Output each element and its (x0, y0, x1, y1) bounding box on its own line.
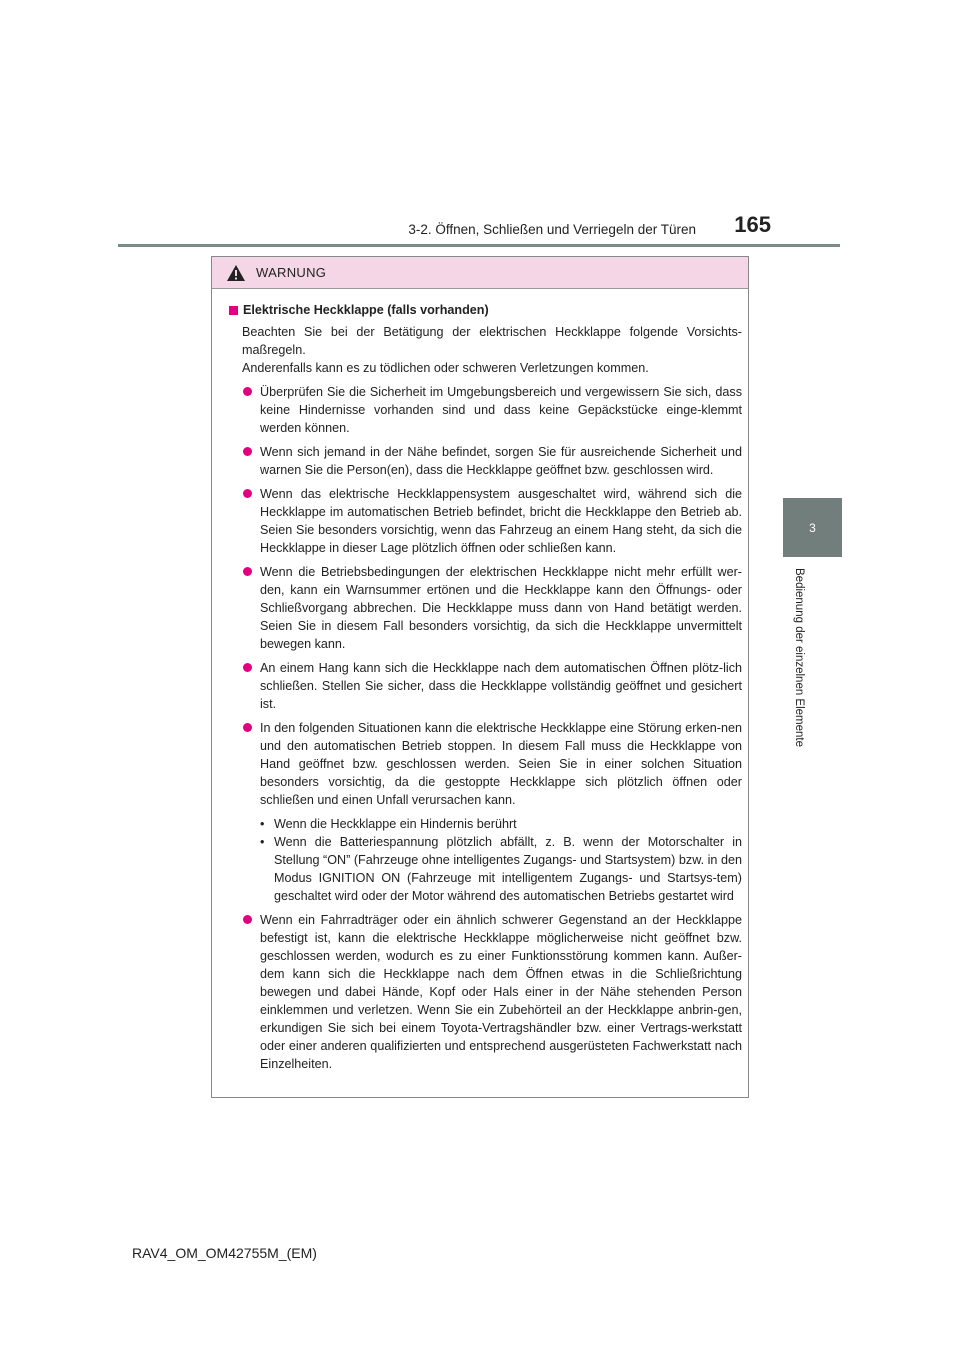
warning-triangle-icon (226, 264, 246, 282)
bullet-text: Überprüfen Sie die Sicherheit im Umgebungsbereich und vergewissern Sie sich, dass keine Hindernisse vorhanden sind und dass keine Gepäckstücke einge-klemmt werden können. (260, 385, 742, 435)
sub-bullet-mark: • (260, 817, 265, 831)
circle-bullet-icon (243, 915, 252, 924)
bullet-text: Wenn ein Fahrradträger oder ein ähnlich schwerer Gegenstand an der Heckklappe befestigt ist, kann die elektrische Heckklappe möglicherweise nicht geöffnet bzw. geschlossen werden, wodurch es zu einer Funktionsstörung kommen kann. Außer-dem kann sich die Heckklappe nach dem Öffnen etwas in die Schließrichtung bewegen und dabei Hände, Kopf oder Hals einer in der Nähe stehenden Person einklemmen und verletzen. Wenn Sie ein Zubehörteil an der Heckklappe anbrin-gen, erkundigen Sie sich bei einem Toyota-Vertragshändler bzw. einer Vertrags-werkstatt oder einer anderen qualifizierten und entsprechend ausgerüsteten Fachwerkstatt nach Einzelheiten. (260, 913, 742, 1071)
warning-title: WARNUNG (256, 265, 327, 280)
sub-item (260, 833, 742, 905)
header-title: 3-2. Öffnen, Schließen und Verriegeln der Türen (408, 222, 696, 237)
sub-bullet-mark: • (260, 835, 265, 849)
bullet-item (229, 911, 742, 1073)
square-icon (229, 306, 238, 315)
circle-bullet-icon (243, 489, 252, 498)
sub-list (229, 815, 742, 905)
bullet-text: In den folgenden Situationen kann die elektrische Heckklappe eine Störung erken-nen und den automatischen Betrieb stoppen. In diesem Fall muss die Heckklappe von Hand geöffnet bzw. geschlossen werden. Seien Sie in einer solchen Situation besonders vorsichtig, da die gestoppte Heckklappe sich plötzlich öffnen oder schließen und einen Unfall verursachen kann. (260, 721, 742, 807)
intro-line: Beachten Sie bei der Betätigung der elektrischen Heckklappe folgende Vorsichts-maßregeln. (242, 325, 742, 357)
bullet-item (229, 485, 742, 557)
chapter-label-text: Bedienung der einzelnen Elemente (793, 568, 805, 748)
header-rule (118, 244, 840, 247)
chapter-label (769, 568, 829, 768)
page-number: 165 (734, 212, 771, 237)
warning-box (211, 256, 749, 1098)
bullet-item (229, 719, 742, 809)
circle-bullet-icon (243, 567, 252, 576)
sub-item-text: Wenn die Heckklappe ein Hindernis berührt (274, 817, 517, 831)
sub-item (260, 815, 742, 833)
bullet-text: An einem Hang kann sich die Heckklappe nach dem automatischen Öffnen plötz-lich schließen. Stellen Sie sicher, dass die Heckklappe vollständig geöffnet und gesichert ist. (260, 661, 742, 711)
circle-bullet-icon (243, 723, 252, 732)
bullet-item (229, 443, 742, 479)
bullet-item (229, 563, 742, 653)
circle-bullet-icon (243, 447, 252, 456)
intro-line: Anderenfalls kann es zu tödlichen oder schweren Verletzungen kommen. (242, 361, 649, 375)
warning-body (212, 289, 748, 1073)
bullet-item (229, 659, 742, 713)
warning-header (212, 257, 748, 289)
sub-item-text: Wenn die Batteriespannung plötzlich abfällt, z. B. wenn der Motorschalter in Stellung “ON” (Fahrzeuge ohne intelligentes Zugangs- und Startsystem) bzw. in den Modus IGNITION ON (Fahrzeuge mit intelligentem Zugangs- und Startsys-tem) geschaltet wird oder der Motor während des automatischen Betriebs gestartet wird (274, 835, 742, 903)
bullet-text: Wenn das elektrische Heckklappensystem ausgeschaltet wird, während sich die Heckklappe im automatischen Betrieb befindet, bricht die Heckklappe den Betrieb ab. Seien Sie besonders vorsichtig, wenn das Fahrzeug an einem Hang steht, da sich die Heckklappe in dieser Lage plötzlich öffnen oder schließen kann. (260, 487, 742, 555)
chapter-number: 3 (809, 520, 816, 535)
circle-bullet-icon (243, 387, 252, 396)
bullet-text: Wenn sich jemand in der Nähe befindet, sorgen Sie für ausreichende Sicherheit und warnen Sie die Person(en), dass die Heckklappe geöffnet bzw. geschlossen wird. (260, 445, 742, 477)
footer-doc-code: RAV4_OM_OM42755M_(EM) (132, 1245, 317, 1261)
bullet-item (229, 383, 742, 437)
chapter-tab (783, 498, 842, 557)
section-title-text: Elektrische Heckklappe (falls vorhanden) (243, 303, 489, 317)
section-title (229, 301, 742, 319)
circle-bullet-icon (243, 663, 252, 672)
bullet-text: Wenn die Betriebsbedingungen der elektrischen Heckklappe nicht mehr erfüllt wer-den, kann ein Warnsummer ertönen und die Heckklappe kann den Öffnungs- oder Schließvorgang abbrechen. Die Heckklappe muss dann von Hand betätigt werden. Seien Sie in diesem Fall besonders vorsichtig, da sich die Heckklappe unvermittelt bewegen kann. (260, 565, 742, 651)
